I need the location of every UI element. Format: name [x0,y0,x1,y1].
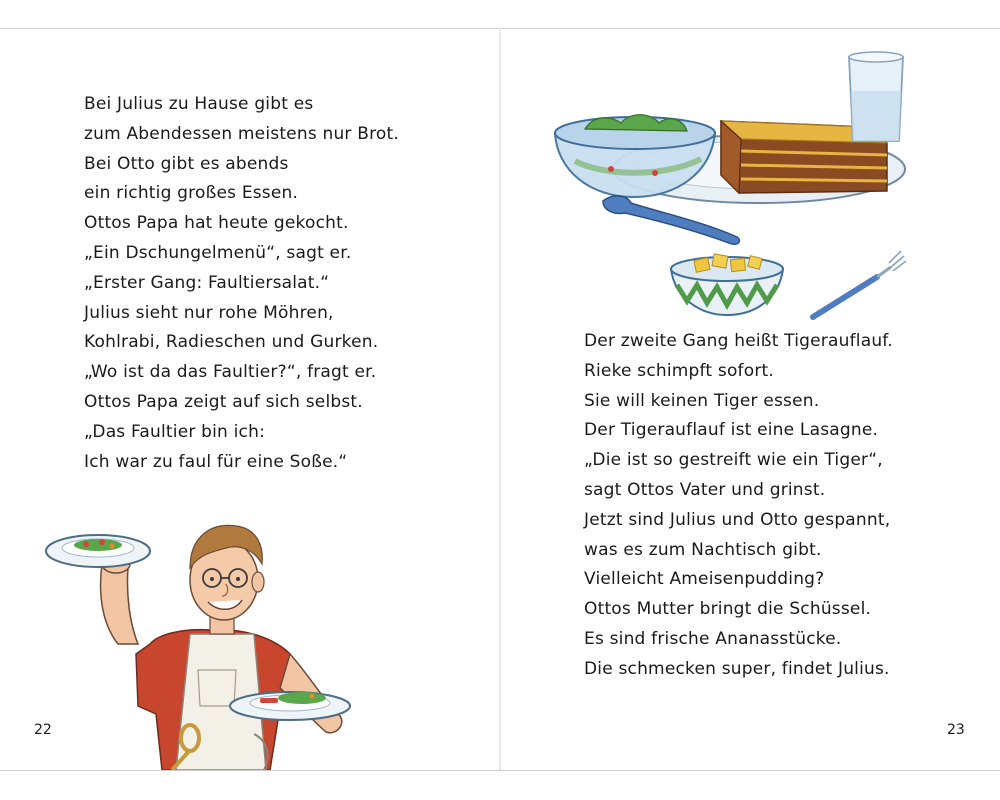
left-page-text [84,90,399,477]
text-line: Ottos Mutter bringt die Schüssel. [584,599,872,620]
text-line: Ottos Papa hat heute gekocht. [84,213,349,234]
left-page [0,29,499,770]
text-line: Ich war zu faul für eine Soße.“ [84,451,348,472]
text-line: sagt Ottos Vater und grinst. [584,479,826,500]
text-line: Kohlrabi, Radieschen und Gurken. [84,332,379,353]
text-line: „Erster Gang: Faultiersalat.“ [84,272,330,293]
right-page [501,29,1000,770]
text-line: „Ein Dschungelmenü“, sagt er. [84,242,352,263]
text-line: Es sind frische Ananasstücke. [584,628,842,649]
text-line: Rieke schimpft sofort. [584,360,775,381]
text-line: Der Tigerauflauf ist eine Lasagne. [584,420,879,441]
text-line: Der zweite Gang heißt Tigerauflauf. [584,331,893,351]
text-line: Bei Julius zu Hause gibt es [84,94,314,114]
text-line: „Die ist so gestreift wie ein Tiger“, [584,450,883,471]
text-line: „Wo ist da das Faultier?“, fragt er. [84,362,377,383]
text-line: Jetzt sind Julius und Otto gespannt, [584,509,891,530]
text-line: ein richtig großes Essen. [84,183,299,204]
text-line: Vielleicht Ameisenpudding? [584,569,825,590]
text-line: Julius sieht nur rohe Möhren, [84,302,334,323]
text-line: zum Abendessen meistens nur Brot. [84,123,399,144]
right-page-text [584,327,893,685]
cook-illustration [40,484,360,770]
page-number: 23 [947,722,965,738]
text-line: Ottos Papa zeigt auf sich selbst. [84,391,363,412]
page-number: 22 [34,722,52,738]
text-line: „Das Faultier bin ich: [84,421,266,442]
food-illustration [551,51,911,331]
text-line: Sie will keinen Tiger essen. [584,390,820,411]
page-bottom-edge [0,770,1000,771]
text-line: was es zum Nachtisch gibt. [584,539,822,560]
text-line: Bei Otto gibt es abends [84,153,289,174]
text-line: Die schmecken super, findet Julius. [584,658,890,679]
